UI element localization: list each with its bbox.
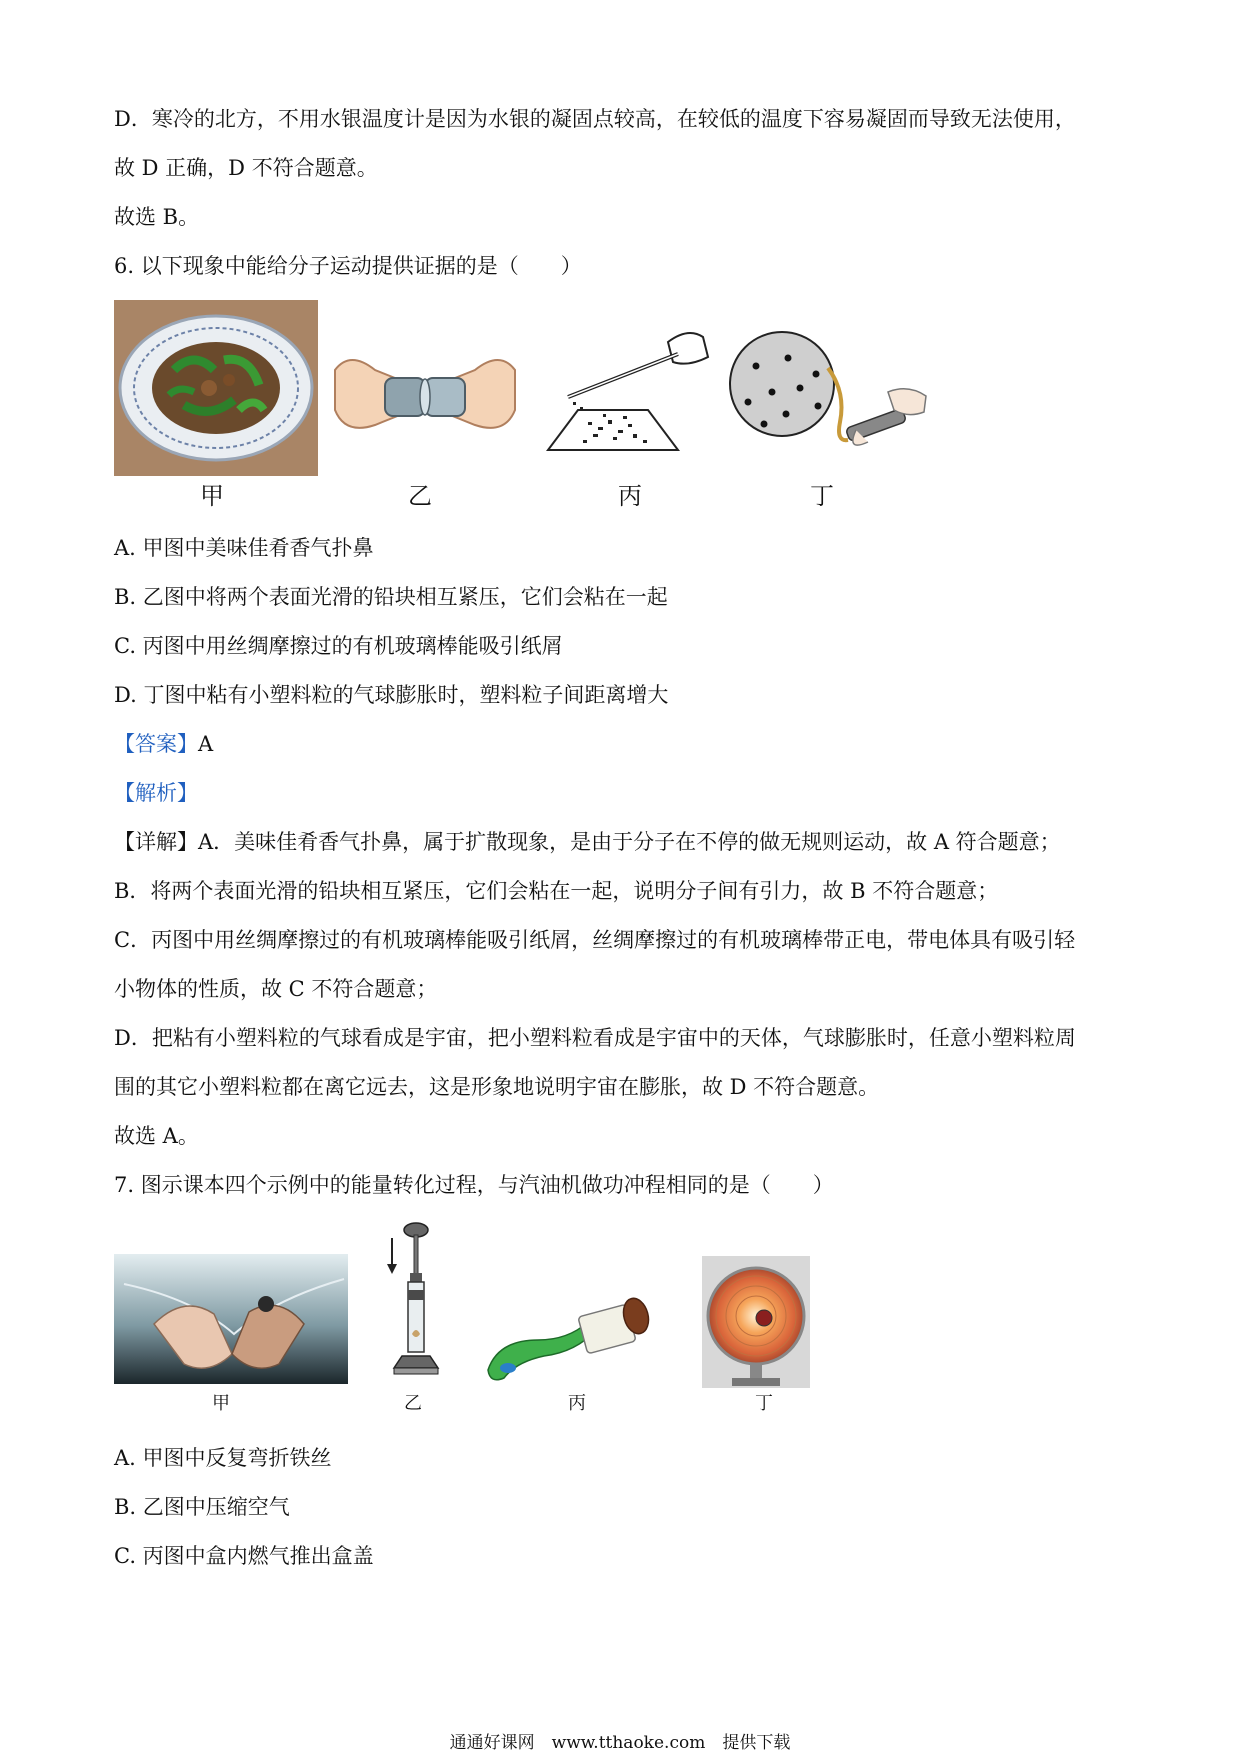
answer-tag: 【答案】 bbox=[114, 732, 198, 756]
q6-answer bbox=[114, 731, 213, 757]
q6-analysis-tag: 【解析】 bbox=[114, 781, 198, 805]
detail-a-text: A．美味佳肴香气扑鼻，属于扩散现象，是由于分子在不停的做无规则运动，故 A 符合题意； bbox=[198, 830, 1061, 854]
q7-figure-jia bbox=[114, 1254, 348, 1384]
q7-fig-label-bing: 丙 bbox=[568, 1393, 586, 1414]
q5-choose: 故选 B。 bbox=[114, 205, 200, 229]
q7-option-c: C. 丙图中盒内燃气推出盒盖 bbox=[114, 1544, 374, 1568]
q7-option-a: A. 甲图中反复弯折铁丝 bbox=[114, 1446, 332, 1470]
q6-fig-label-ding: 丁 bbox=[810, 482, 834, 510]
q6-stem: 6. 以下现象中能给分子运动提供证据的是（ ） bbox=[114, 254, 582, 278]
q7-figure-bing bbox=[478, 1270, 658, 1384]
q7-option-b: B. 乙图中压缩空气 bbox=[114, 1495, 290, 1519]
q6-detail-c1: C．丙图中用丝绸摩擦过的有机玻璃棒能吸引纸屑，丝绸摩擦过的有机玻璃棒带正电，带电体具有吸引轻 bbox=[114, 928, 1076, 952]
q7-figure-ding bbox=[702, 1256, 810, 1388]
answer-value: A bbox=[198, 732, 214, 756]
q6-detail-c2: 小物体的性质，故 C 不符合题意； bbox=[114, 977, 438, 1001]
q7-figure-yi bbox=[380, 1218, 440, 1384]
detail-tag: 【详解】 bbox=[114, 830, 198, 854]
q5-option-d-line1: D．寒冷的北方，不用水银温度计是因为水银的凝固点较高，在较低的温度下容易凝固而导致无法使用， bbox=[114, 107, 1076, 131]
q7-fig-label-jia: 甲 bbox=[212, 1393, 230, 1414]
q6-fig-label-yi: 乙 bbox=[408, 482, 432, 510]
q6-option-a: A. 甲图中美味佳肴香气扑鼻 bbox=[114, 536, 374, 560]
q6-option-b: B. 乙图中将两个表面光滑的铅块相互紧压，它们会粘在一起 bbox=[114, 585, 668, 609]
q6-figure-ding bbox=[728, 322, 938, 462]
page-footer: 通通好课网 www.tthaoke.com 提供下载 bbox=[449, 1733, 791, 1753]
q7-fig-label-ding: 丁 bbox=[755, 1393, 773, 1414]
q6-figure-yi bbox=[330, 340, 520, 440]
q6-detail-d2: 围的其它小塑料粒都在离它远去，这是形象地说明宇宙在膨胀，故 D 不符合题意。 bbox=[114, 1075, 880, 1099]
q6-detail-b: B．将两个表面光滑的铅块相互紧压，它们会粘在一起，说明分子间有引力，故 B 不符合题意； bbox=[114, 879, 999, 903]
q7-stem: 7. 图示课本四个示例中的能量转化过程，与汽油机做功冲程相同的是（ ） bbox=[114, 1173, 834, 1197]
q6-choose: 故选 A。 bbox=[114, 1124, 199, 1148]
q6-option-c: C. 丙图中用丝绸摩擦过的有机玻璃棒能吸引纸屑 bbox=[114, 634, 563, 658]
q6-detail-d1: D．把粘有小塑料粒的气球看成是宇宙，把小塑料粒看成是宇宙中的天体，气球膨胀时，任意小塑料粒周 bbox=[114, 1026, 1076, 1050]
q6-figure-jia bbox=[114, 300, 318, 476]
q7-fig-label-yi: 乙 bbox=[404, 1393, 422, 1414]
q6-figure-bing bbox=[528, 322, 716, 454]
q5-option-d-line2: 故 D 正确，D 不符合题意。 bbox=[114, 156, 378, 180]
q6-fig-label-jia: 甲 bbox=[200, 482, 224, 510]
q6-detail-a bbox=[114, 829, 1061, 855]
q6-option-d: D. 丁图中粘有小塑料粒的气球膨胀时，塑料粒子间距离增大 bbox=[114, 683, 669, 707]
q6-fig-label-bing: 丙 bbox=[618, 482, 642, 510]
